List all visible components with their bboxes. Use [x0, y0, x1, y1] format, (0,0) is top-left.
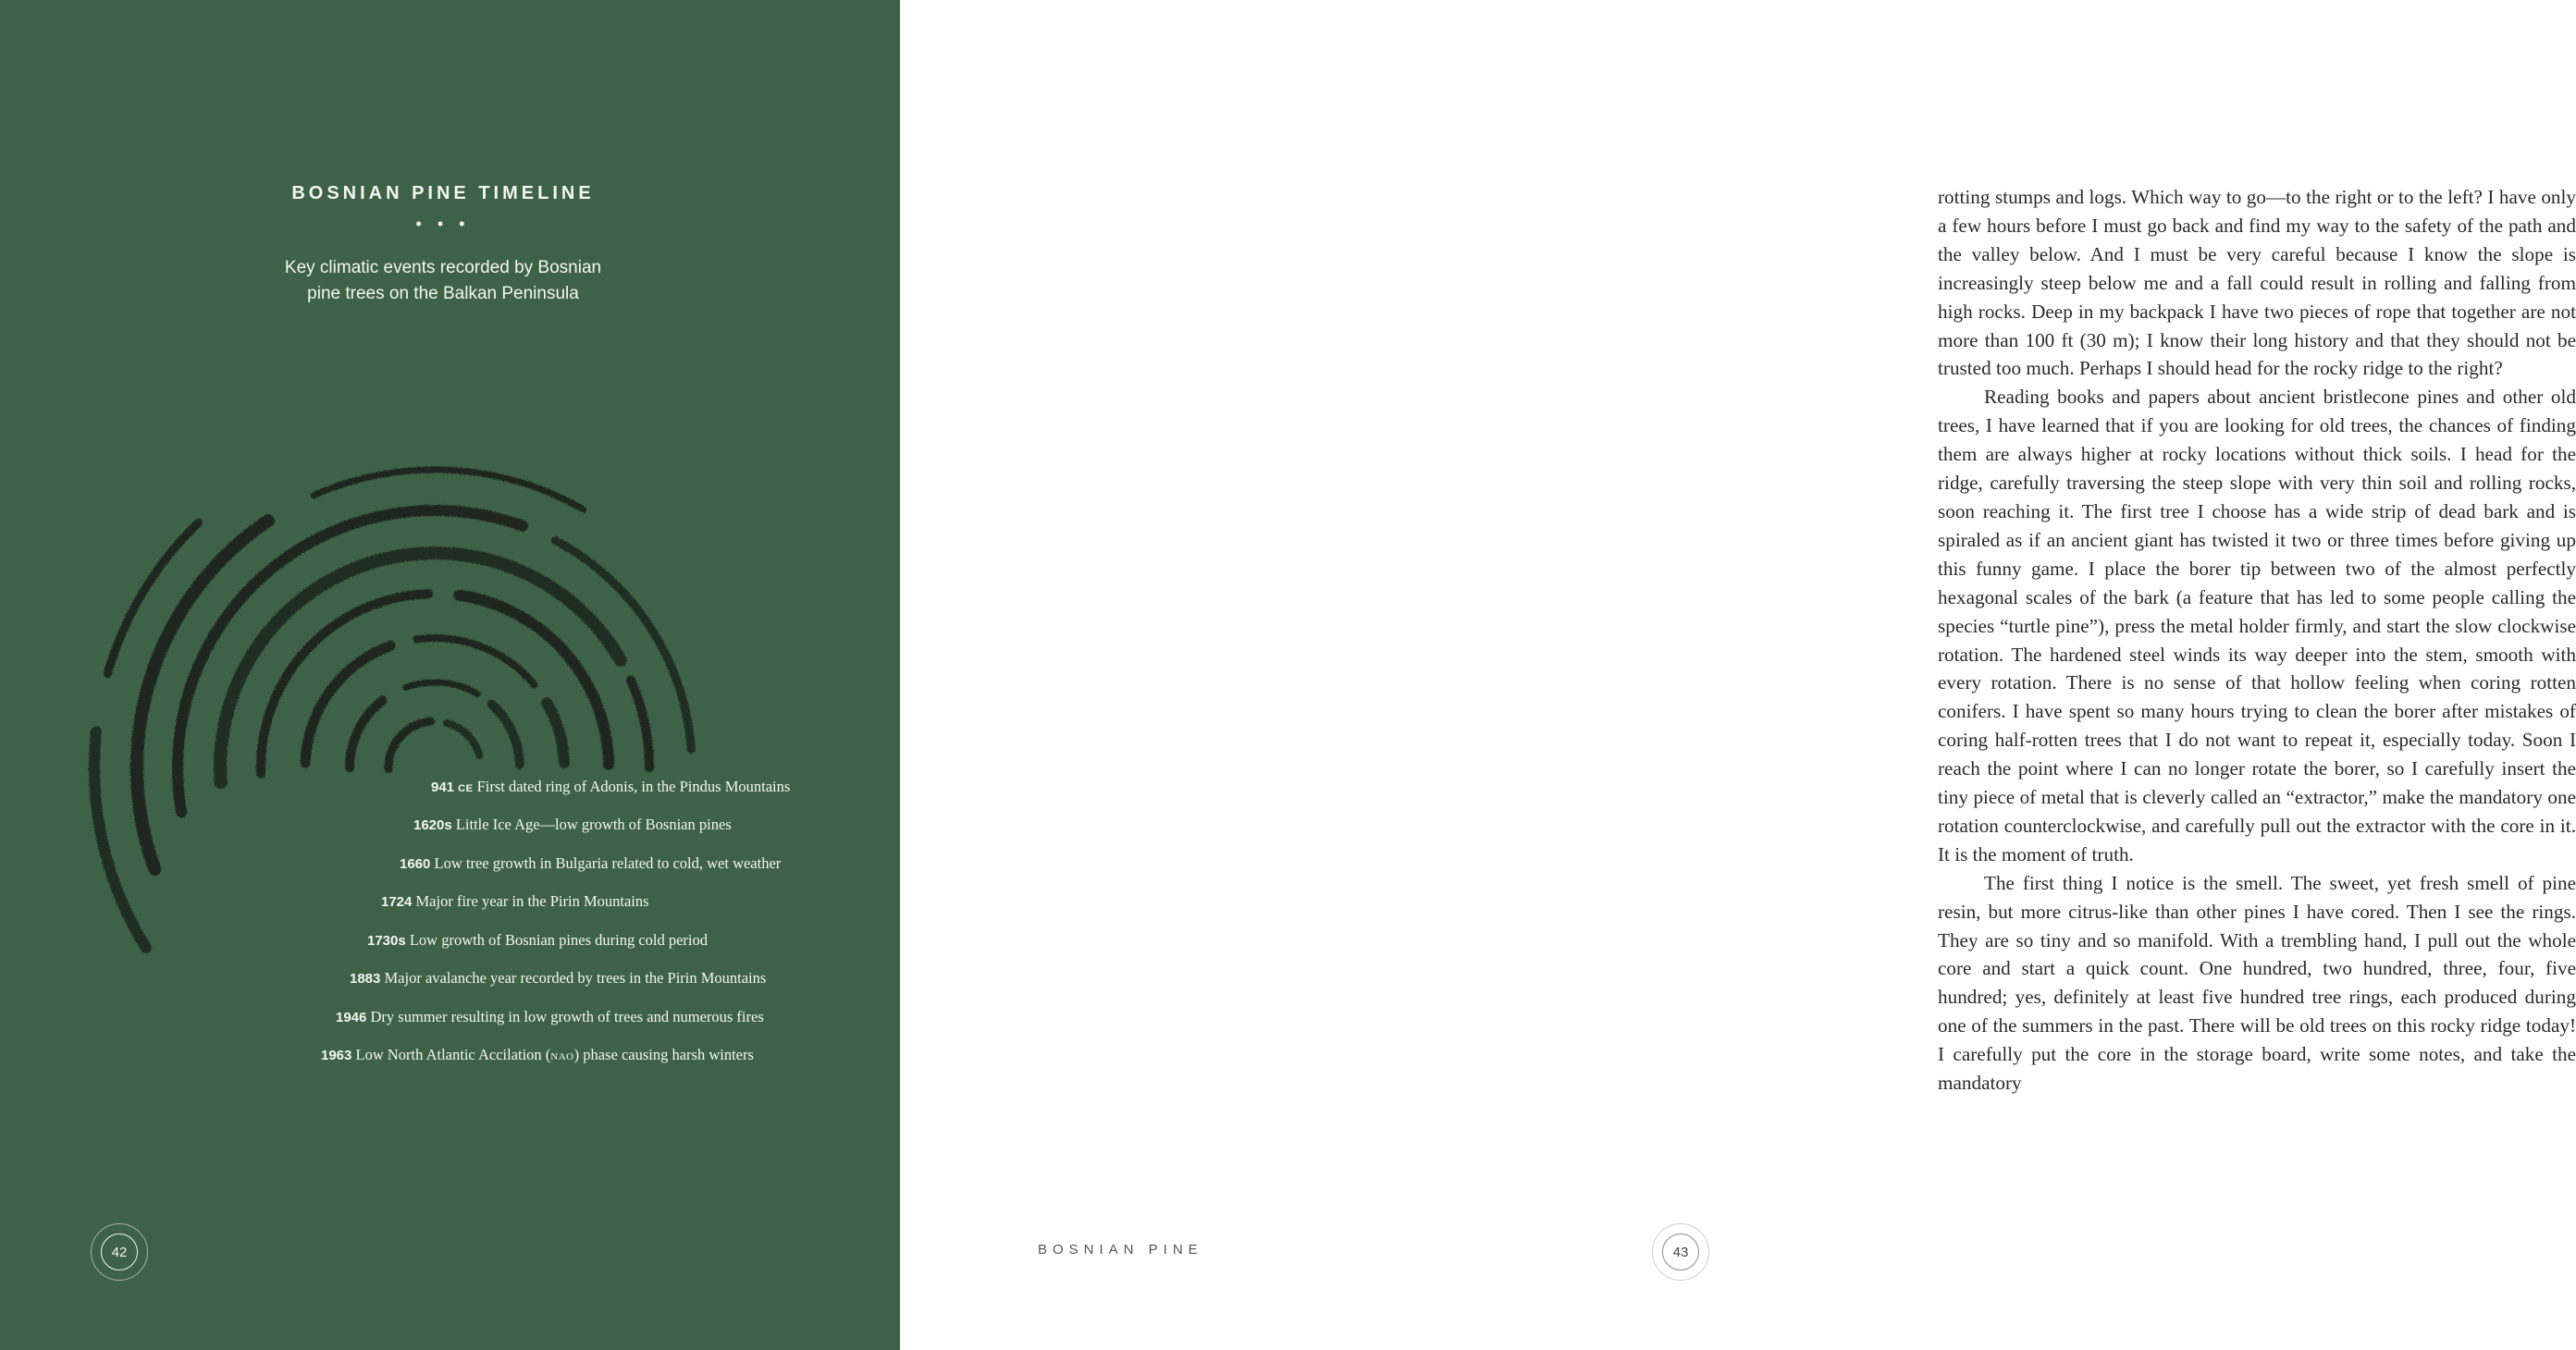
event-description: First dated ring of Adonis, in the Pindus Mountains	[476, 778, 791, 795]
event-description: Little Ice Age—low growth of Bosnian pines	[455, 816, 732, 833]
left-page	[0, 0, 900, 1350]
timeline-event	[321, 1046, 754, 1064]
event-abbreviation: NAO	[550, 1051, 574, 1062]
page-number-label: 42	[101, 1233, 138, 1270]
timeline-title: BOSNIAN PINE TIMELINE	[291, 183, 595, 203]
tree-ring-arc	[388, 721, 431, 769]
event-description: Major fire year in the Pirin Mountains	[415, 892, 649, 910]
timeline-event	[350, 969, 766, 988]
event-description	[356, 1046, 754, 1063]
tree-ring-arc	[314, 470, 584, 509]
subtitle-line: Key climatic events recorded by Bosnian	[284, 258, 602, 277]
timeline-event	[400, 854, 781, 873]
tree-ring-arc	[350, 701, 382, 768]
tree-ring-arc	[417, 638, 535, 684]
event-description: Major avalanche year recorded by trees in the Pirin Mountains	[384, 969, 767, 987]
tree-ring-arc	[556, 541, 692, 750]
tree-ring-arc	[406, 682, 478, 693]
right-page	[900, 0, 2576, 1350]
tree-ring-arc	[447, 723, 479, 755]
timeline-event	[367, 931, 708, 950]
page-number-left	[91, 1223, 148, 1281]
event-year: 941	[431, 779, 455, 795]
tree-ring-illustration	[0, 0, 900, 1350]
subtitle-line: pine trees on the Balkan Peninsula	[307, 284, 579, 303]
event-era: CE	[458, 783, 474, 794]
tree-ring-arc	[547, 703, 564, 763]
event-year: 1883	[350, 971, 381, 987]
event-year: 1730s	[367, 933, 406, 949]
event-year: 1946	[336, 1010, 367, 1025]
event-text-after: ) phase causing harsh winters	[573, 1046, 754, 1063]
event-description: Dry summer resulting in low growth of trees and numerous fires	[370, 1008, 764, 1025]
timeline-event	[381, 892, 649, 911]
event-description: Low tree growth in Bulgaria related to cold, wet weather	[434, 854, 782, 872]
event-year: 1724	[381, 894, 413, 910]
page-number-right	[1652, 1223, 1709, 1281]
timeline-event	[431, 778, 790, 796]
title-dots: • • •	[415, 215, 471, 233]
event-text: Low North Atlantic Accilation (	[355, 1046, 551, 1063]
paragraph: The first thing I notice is the smell. The sweet, yet fresh smell of pine resin, but more citrus-like than other pines I have cored. Then I see the rings. They are so tiny and so manifold. With a trembling hand, I pull out the whole core and start a quick count. One hundred, two hundred, three, four, five hundred; yes, definitely at least five hundred tree rings, each produced during one of the summers in the past. There will be old trees on this rocky ridge today! I carefully put the core in the storage board, write some notes, and take the mandatory	[1938, 871, 2576, 1095]
paragraph: rotting stumps and logs. Which way to go—to the right or to the left? I have only a few hours before I must go back and find my way to the safety of the path and the valley below. And I must be very careful because I know the slope is increasingly steep below me and a fall could result in rolling and falling from high rocks. Deep in my backpack I have two pieces of rope that together are not more than 100 ft (30 m); I know their long history and that they should not be trusted too much. Perhaps I should head for the rocky ridge to the right?	[1938, 186, 2576, 380]
tree-ring-arc	[631, 681, 649, 767]
event-year: 1660	[400, 856, 431, 872]
paragraph: Reading books and papers about ancient bristlecone pines and other old trees, I have learned that if you are looking for old trees, the chances of finding them are always higher at rocky locations without thick soils. I head for the ridge, carefully traversing the steep slope with very thin soil and rolling rocks, soon reaching it. The first tree I choose has a wide strip of dead bark and is spiraled as if an ancient giant has twisted it two or three times before giving up this funny game. I place the borer tip between two of the almost perfectly hexagonal scales of the bark (a feature that has led to some people calling the species “turtle pine”), press the metal holder firmly, and start the slow clockwise rotation. The hardened steel winds its way deeper into the stem, smooth with every rotation. There is no sense of that hollow feeling when coring rotten conifers. I have spent so many hours trying to clean the borer after mistakes of coring half-rotten trees that I do not want to repeat it, especially today. Soon I reach the point where I can no longer rotate the borer, so I carefully insert the tiny piece of metal that is cleverly called an “extractor,” make the mandatory one rotation counterclockwise, and carefully pull out the extractor with the core in it. It is the moment of truth.	[1938, 386, 2576, 865]
tree-ring-arc	[492, 705, 520, 765]
running-footer: BOSNIAN PINE	[1038, 1242, 1203, 1258]
page-number-label: 43	[1662, 1233, 1699, 1270]
event-year: 1620s	[413, 817, 452, 833]
timeline-event	[413, 816, 732, 834]
timeline-event	[336, 1008, 764, 1026]
event-year: 1963	[321, 1048, 352, 1063]
body-text	[1938, 183, 2576, 1098]
event-description: Low growth of Bosnian pines during cold period	[409, 931, 709, 949]
